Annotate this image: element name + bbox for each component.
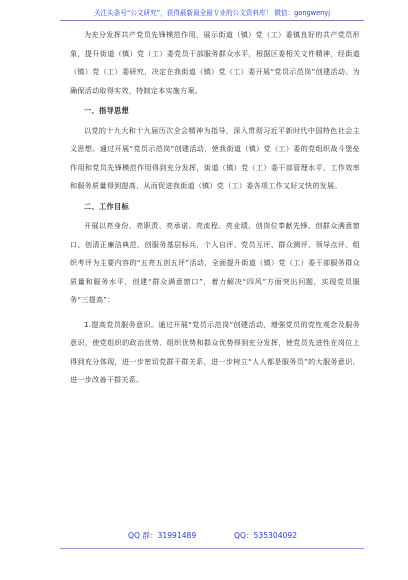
header-divider [60,20,364,21]
footer-qq-number: QQ：535304092 [234,531,298,540]
footer-contact [0,530,408,546]
header-banner: 关注头条号“公文研究”，获得最新最全最专业的公文资料库！ 微信：gongwenyj [93,9,331,17]
intro-paragraph: 为充分发挥共产党员先锋模范作用，展示街道（镇）党（工）委镇良好的共产党员形象，提升街道（镇）党（工）委党员干部服务群众水平，根据区委相关文件精神，经街道（镇）党（工）委研究，决定在我街道（镇）党（工）委开展“党员示范岗”创建活动。为确保活动取得实效，特制定本实施方案。 [70,30,360,95]
section-heading-work-goals: 二、工作目标 [84,201,129,211]
guiding-ideology-paragraph: 以党的十九大和十九届历次全会精神为指导，深入贯彻习近平新时代中国特色社会主义思想。通过开展“党员示范岗”创建活动，使我街道（镇）党（工）委的党组织战斗堡垒作用和党员先锋模范作用得到充分发挥，街道（镇）党（工）委干部管理水平、工作效率和服务质量得到提高，从而促进我街道（镇）党（工）委各项工作又好又快的发展。 [70,125,360,190]
work-goals-paragraph: 开展以亮身份、亮职责、亮承诺、亮流程、亮业绩，创岗位奉献先锋、创群众满意窗口、创清正廉洁典范、创服务基层标兵，个人自评、党员互评、群众测评、领导点评、组织考评为主要内容的“五亮五创五评”活动，全面提升街道（镇）党（工）委干部服务群众质量和服务水平，创建“群众满意窗口”，着力解决“四风”方面突出问题，实现党员服务“三提高”： [70,221,360,304]
footer-divider [60,548,364,549]
footer-qq-group: QQ 群：31991489 [128,531,197,540]
goal-item-paragraph: 1.提高党员服务意识。通过开展“党员示范岗”创建活动，增强党员的党性观念及服务意识，使党组织的政治优势、组织优势和群众优势得到充分发挥，使党员先进性在岗位上得到充分体现，进一步密切党群干群关系，进一步树立“人人都是服务员”的大服务意识，进一步改善干群关系。 [70,319,360,384]
document-body [70,26,360,390]
section-heading-guiding-ideology: 一、指导思想 [84,106,129,115]
